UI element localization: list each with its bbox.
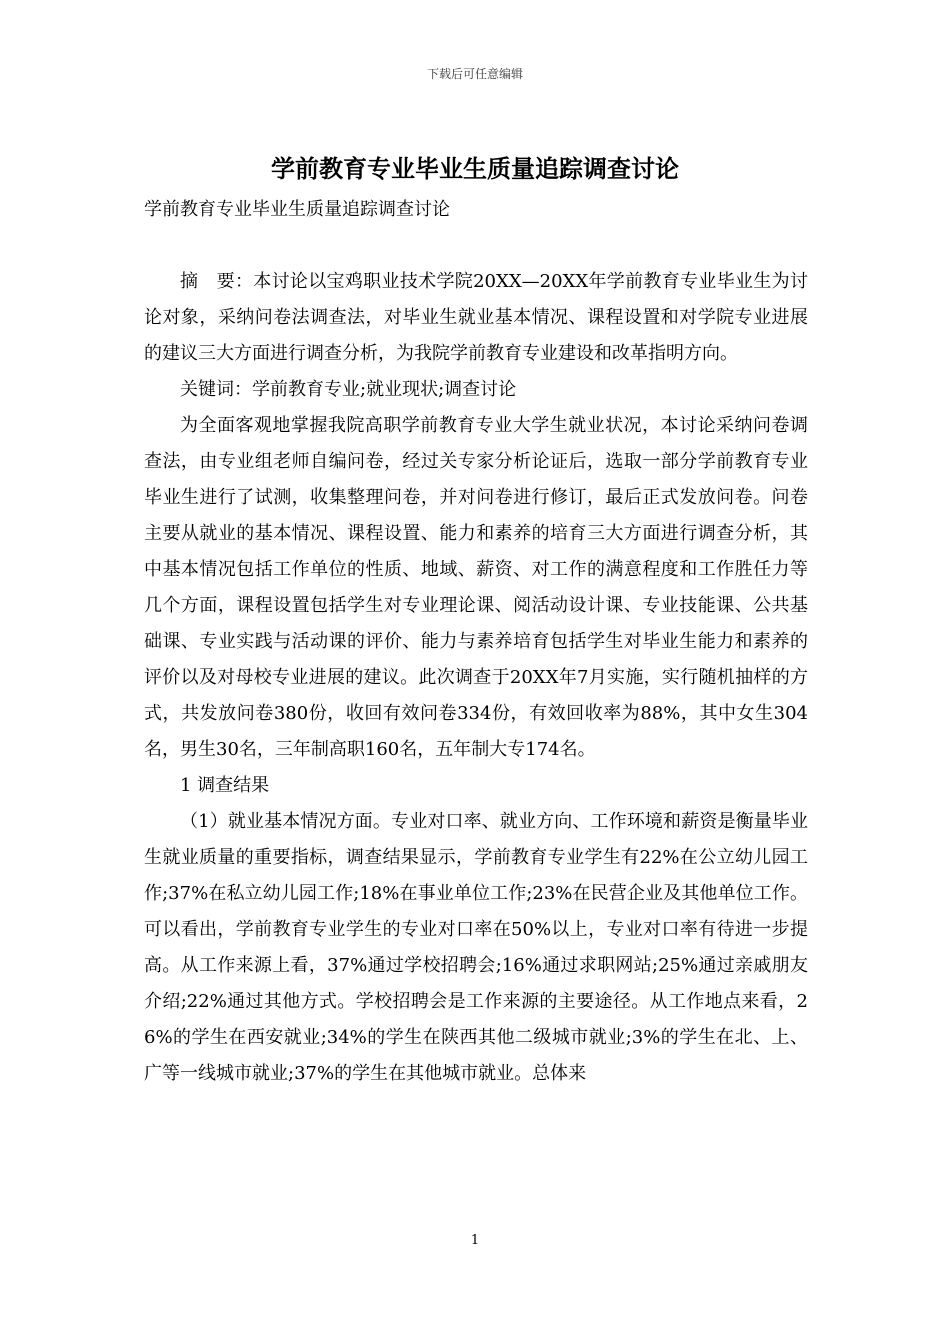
document-subtitle: 学前教育专业毕业生质量追踪调查讨论 <box>144 199 450 220</box>
keywords-paragraph: 关键词：学前教育专业;就业现状;调查讨论 <box>180 379 517 400</box>
abstract-paragraph: 摘 要：本讨论以宝鸡职业技术学院20XX—20XX年学前教育专业毕业生为讨论对象，采纳问卷法调查法，对毕业生就业基本情况、课程设置和对学院专业进展的建议三大方面进行调查分析，为我院学前教育专业建设和改革指明方向。 <box>144 271 808 364</box>
page-number: 1 <box>470 1233 480 1248</box>
section-paragraph: （1）就业基本情况方面。专业对口率、就业方向、工作环境和薪资是衡量毕业生就业质量的重要指标，调查结果显示，学前教育专业学生有22%在公立幼儿园工作;37%在私立幼儿园工作;18%在事业单位工作;23%在民营企业及其他单位工作。可以看出，学前教育专业学生的专业对口率在50%以上，专业对口率有待进一步提高。从工作来源上看，37%通过学校招聘会;16%通过求职网站;25%通过亲戚朋友介绍;22%通过其他方式。学校招聘会是工作来源的主要途径。从工作地点来看，26%的学生在西安就业;34%的学生在陕西其他二级城市就业;3%的学生在北、上、广等一线城市就业;37%的学生在其他城市就业。总体来 <box>144 811 808 1084</box>
intro-paragraph: 为全面客观地掌握我院高职学前教育专业大学生就业状况，本讨论采纳问卷调查法，由专业组老师自编问卷，经过关专家分析论证后，选取一部分学前教育专业毕业生进行了试测，收集整理问卷，并对问卷进行修订，最后正式发放问卷。问卷主要从就业的基本情况、课程设置、能力和素养的培育三大方面进行调查分析，其中基本情况包括工作单位的性质、地域、薪资、对工作的满意程度和工作胜任力等几个方面，课程设置包括学生对专业理论课、阅活动设计课、专业技能课、公共基础课、专业实践与活动课的评价、能力与素养培育包括学生对毕业生能力和素养的评价以及对母校专业进展的建议。此次调查于20XX年7月实施，实行随机抽样的方式，共发放问卷380份，收回有效问卷334份，有效回收率为88%，其中女生304名，男生30名，三年制高职160名，五年制大专174名。 <box>144 415 808 760</box>
document-body <box>144 192 808 1092</box>
document-title: 学前教育专业毕业生质量追踪调查讨论 <box>271 154 679 183</box>
section-heading: 1 调查结果 <box>180 775 270 796</box>
header-note: 下载后可任意编辑 <box>426 67 523 81</box>
